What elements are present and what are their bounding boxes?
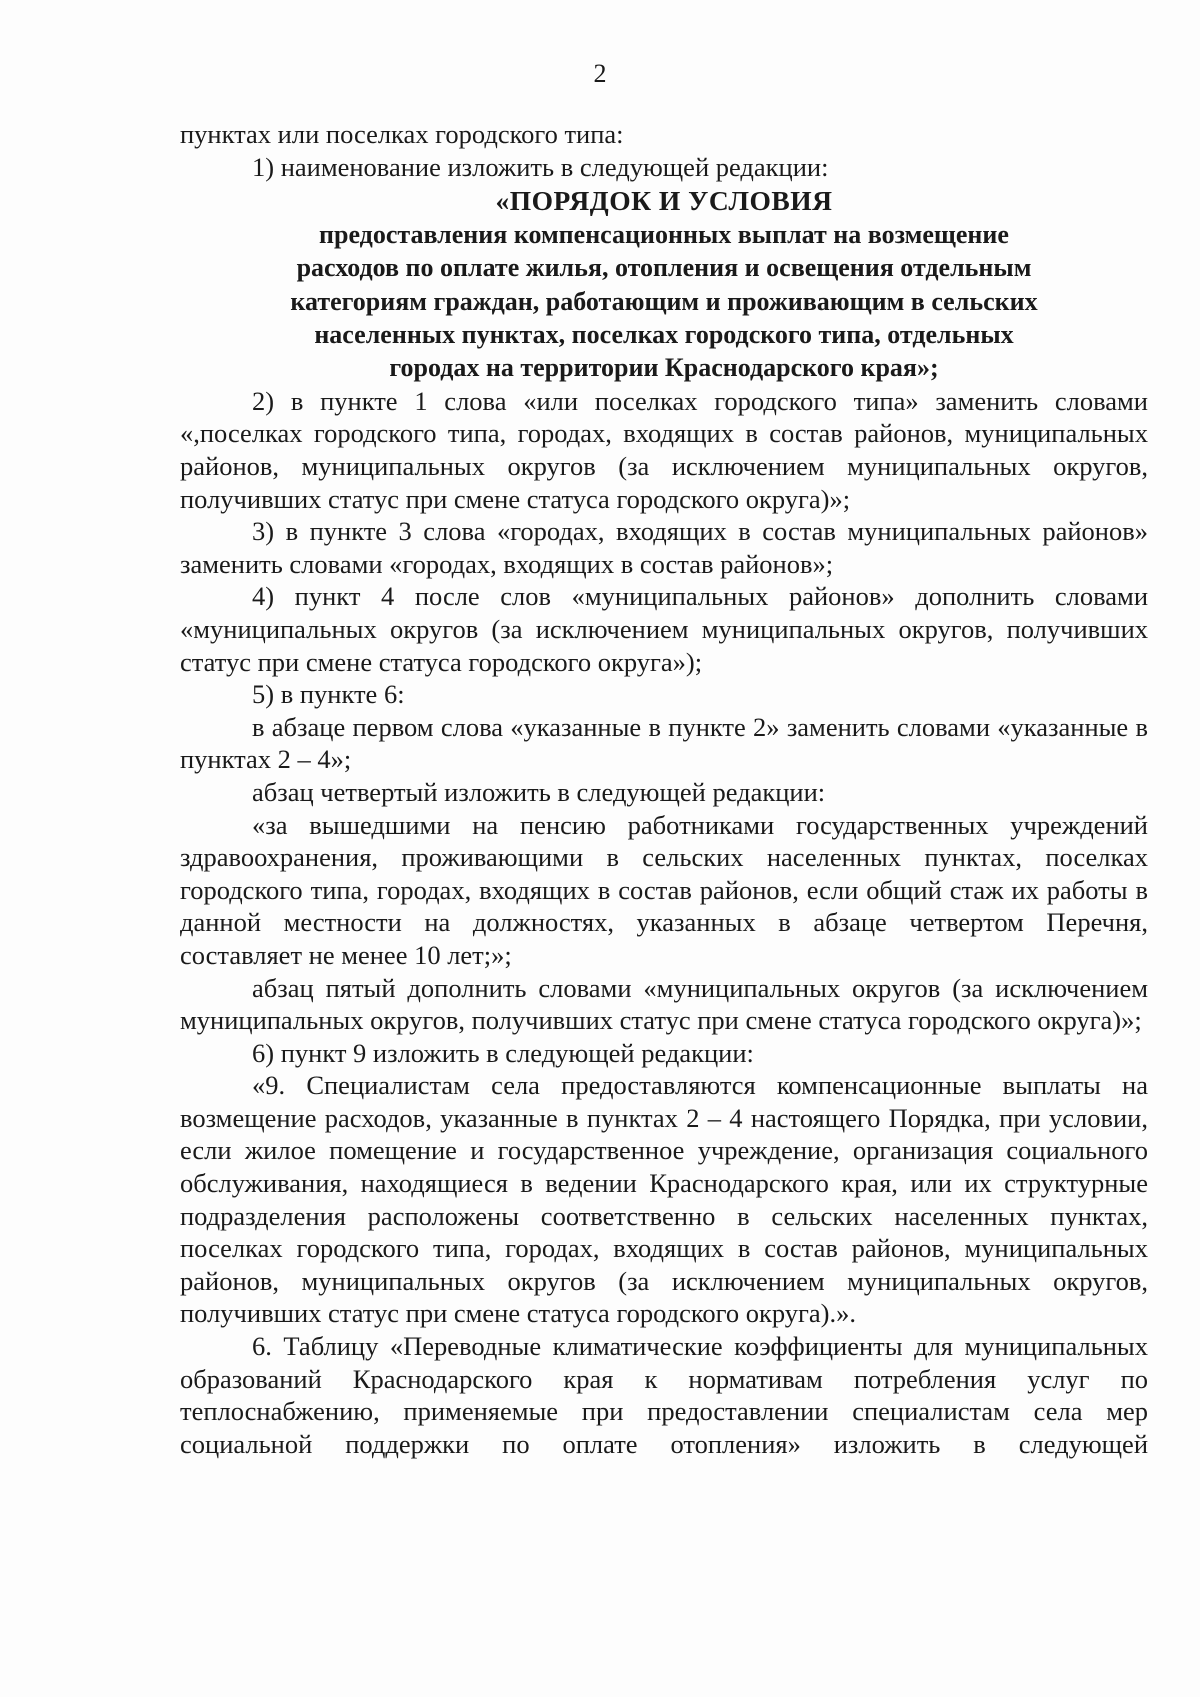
document-subtitle-line-2: расходов по оплате жилья, отопления и освещения отдельным bbox=[296, 253, 1032, 283]
document-subtitle-line-1: предоставления компенсационных выплат на возмещение bbox=[319, 219, 1009, 249]
paragraph-quoted-text: «за вышедшими на пенсию работниками государственных учреждений здравоохранения, проживающими в сельских населенных пунктах, поселках городского типа, городах, входящих в состав районов, если общий стаж их работы в данной местности на должностях, указанных в абзаце четвертом Перечня, составляет не менее 10 лет;»; bbox=[180, 809, 1148, 970]
paragraph-item-5: 5) в пункте 6: bbox=[252, 679, 405, 710]
paragraph-quoted-point-9: «9. Специалистам села предоставляются компенсационные выплаты на возмещение расходов, указанные в пунктах 2 – 4 настоящего Порядка, при условии, если жилое помещение и государственное учреждение, организация социального обслуживания, находящиеся в ведении Краснодарского края, или их структурные подразделения расположены соответственно в сельских населенных пунктах, поселках городского типа, городах, входящих в состав районов, муниципальных районов, муниципальных округов (за исключением муниципальных округов, получивших статус при смене статуса городского округа).». bbox=[180, 1070, 1148, 1329]
paragraph-fourth-abzac: абзац четвертый изложить в следующей редакции: bbox=[252, 776, 826, 807]
document-title: «ПОРЯДОК И УСЛОВИЯ bbox=[495, 185, 833, 217]
paragraph-item-4: 4) пункт 4 после слов «муниципальных районов» дополнить словами «муниципальных округов (за исключением муниципальных округов, получивших статус при смене статуса городского округа»); bbox=[180, 581, 1148, 677]
document-subtitle-line-4: населенных пунктах, поселках городского типа, отдельных bbox=[314, 320, 1014, 349]
paragraph-item-2: 2) в пункте 1 слова «или поселках городского типа» заменить словами «,поселках городского типа, городах, входящих в состав районов, муниципальных районов, муниципальных округов (за исключением муниципальных округов, получивших статус при смене статуса городского округа)»; bbox=[180, 385, 1148, 514]
paragraph-continuation: пунктах или поселках городского типа: bbox=[180, 119, 624, 149]
document-body bbox=[180, 118, 1148, 1460]
paragraph-first-abzac: в абзаце первом слова «указанные в пункте 2» заменить словами «указанные в пунктах 2 – 4»; bbox=[180, 711, 1148, 775]
paragraph-item-1: 1) наименование изложить в следующей редакции: bbox=[252, 151, 829, 182]
paragraph-fifth-abzac: абзац пятый дополнить словами «муниципальных округов (за исключением муниципальных округов, получивших статус при смене статуса городского округа)»; bbox=[180, 972, 1148, 1036]
paragraph-section-6: 6. Таблицу «Переводные климатические коэффициенты для муниципальных образований Краснодарского края к нормативам потребления услуг по теплоснабжению, применяемые при предоставлении специалистам села мер социальной поддержки по оплате отопления» изложить в следующей bbox=[180, 1331, 1148, 1459]
paragraph-item-3: 3) в пункте 3 слова «городах, входящих в состав муниципальных районов» заменить словами «городах, входящих в состав районов»; bbox=[180, 516, 1148, 579]
paragraph-item-6: 6) пункт 9 изложить в следующей редакции: bbox=[252, 1037, 754, 1068]
document-subtitle-line-3: категориям граждан, работающим и проживающим в сельских bbox=[290, 286, 1038, 316]
document-subtitle-line-5: городах на территории Краснодарского края»; bbox=[389, 353, 939, 383]
page-number: 2 bbox=[593, 59, 607, 88]
